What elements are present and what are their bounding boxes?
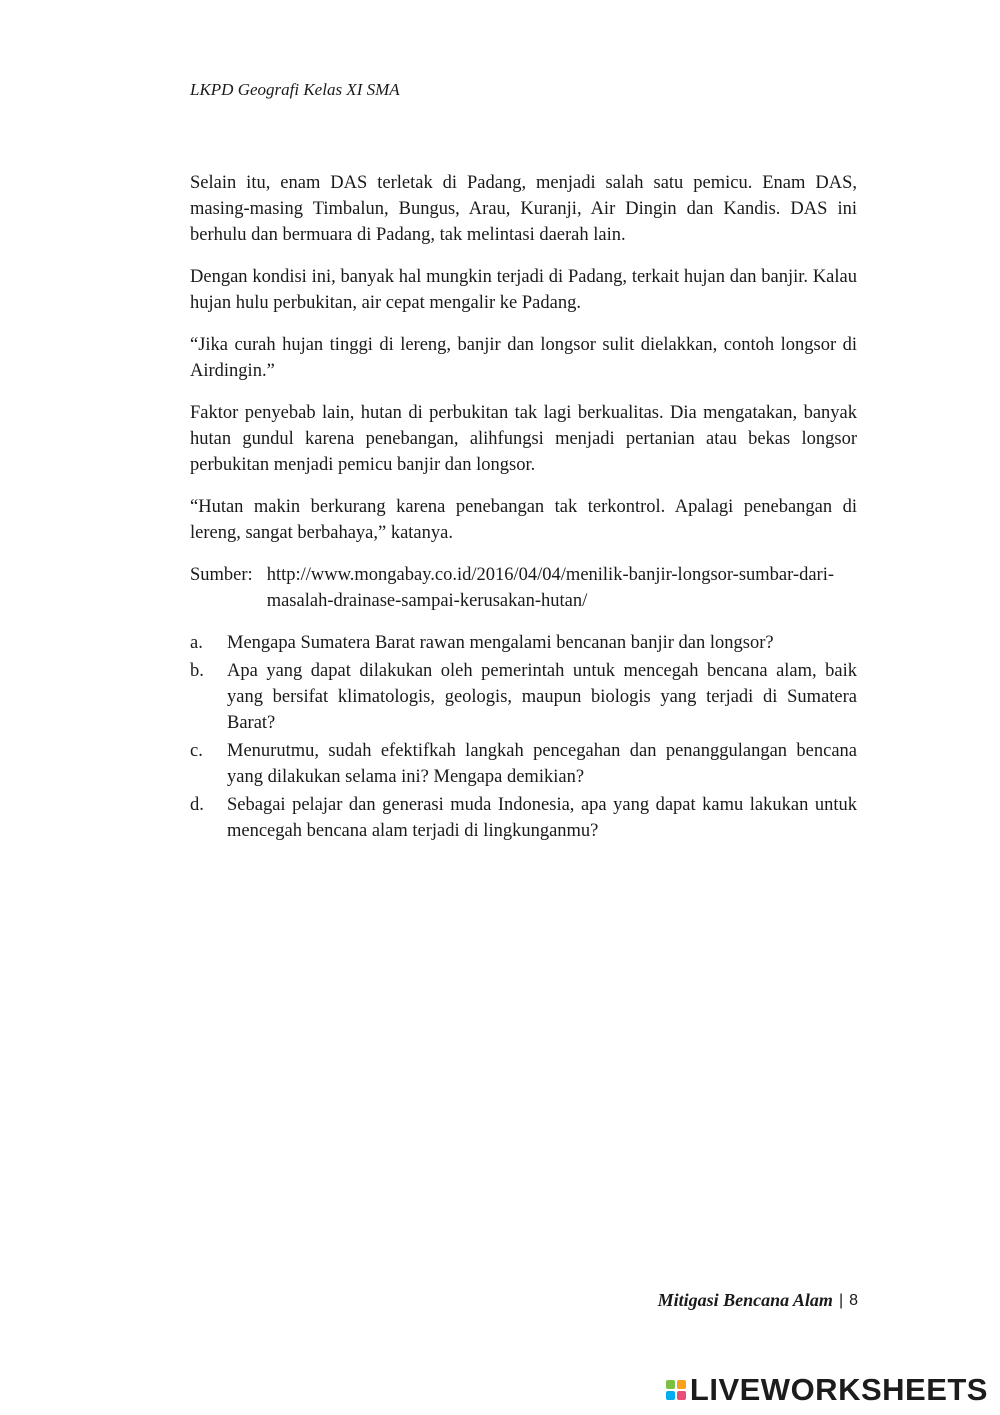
question-item xyxy=(190,630,857,656)
quote-curah-hujan: “Jika curah hujan tinggi di lereng, banjir dan longsor sulit dielakkan, contoh longsor di Airdingin.” xyxy=(190,335,857,381)
page-number: 8 xyxy=(849,1291,858,1309)
paragraph-das: Selain itu, enam DAS terletak di Padang, menjadi salah satu pemicu. Enam DAS, masing-masing Timbalun, Bungus, Arau, Kuranji, Air Dingin dan Kandis. DAS ini berhulu dan bermuara di Padang, tak melintasi daerah lain. xyxy=(190,173,857,245)
question-item xyxy=(190,658,857,736)
source-label: Sumber: xyxy=(190,565,253,585)
question-text: Sebagai pelajar dan generasi muda Indonesia, apa yang dapat kamu lakukan untuk mencegah bencana alam terjadi di lingkunganmu? xyxy=(227,795,857,841)
liveworksheets-logo-icon xyxy=(666,1380,686,1400)
paragraph-faktor: Faktor penyebab lain, hutan di perbukitan tak lagi berkualitas. Dia mengatakan, banyak hutan gundul karena penebangan, alihfungsi menjadi pertanian atau bekas longsor perbukitan menjadi pemicu banjir dan longsor. xyxy=(190,403,857,475)
page-footer xyxy=(658,1290,858,1311)
question-text: Apa yang dapat dilakukan oleh pemerintah untuk mencegah bencana alam, baik yang bersifat klimatologis, geologis, maupun biologis yang terjadi di Sumatera Barat? xyxy=(227,661,857,733)
document-body xyxy=(190,170,857,846)
page-header: LKPD Geografi Kelas XI SMA xyxy=(190,80,400,99)
logo-square xyxy=(677,1380,686,1389)
question-item xyxy=(190,792,857,844)
logo-square xyxy=(677,1391,686,1400)
logo-square xyxy=(666,1391,675,1400)
question-letter: a. xyxy=(190,633,203,653)
source-url: http://www.mongabay.co.id/2016/04/04/menilik-banjir-longsor-sumbar-dari-masalah-drainase-sampai-kerusakan-hutan/ xyxy=(266,565,835,611)
footer-separator: | xyxy=(838,1291,844,1309)
question-item xyxy=(190,738,857,790)
brand-wordmark: LIVEWORKSHEETS xyxy=(689,1372,988,1407)
question-text: Menurutmu, sudah efektifkah langkah pencegahan dan penanggulangan bencana yang dilakukan selama ini? Mengapa demikian? xyxy=(227,741,857,787)
question-text: Mengapa Sumatera Barat rawan mengalami bencanan banjir dan longsor? xyxy=(227,633,774,653)
source-citation xyxy=(190,562,857,614)
footer-title: Mitigasi Bencana Alam xyxy=(657,1290,833,1310)
logo-square xyxy=(666,1380,675,1389)
question-letter: d. xyxy=(190,795,204,815)
question-list xyxy=(190,630,857,844)
quote-hutan: “Hutan makin berkurang karena penebangan tak terkontrol. Apalagi penebangan di lereng, sangat berbahaya,” katanya. xyxy=(190,497,857,543)
paragraph-kondisi: Dengan kondisi ini, banyak hal mungkin terjadi di Padang, terkait hujan dan banjir. Kalau hujan hulu perbukitan, air cepat mengalir ke Padang. xyxy=(190,267,857,313)
question-letter: b. xyxy=(190,661,204,681)
question-letter: c. xyxy=(190,741,203,761)
liveworksheets-brand xyxy=(666,1372,988,1408)
